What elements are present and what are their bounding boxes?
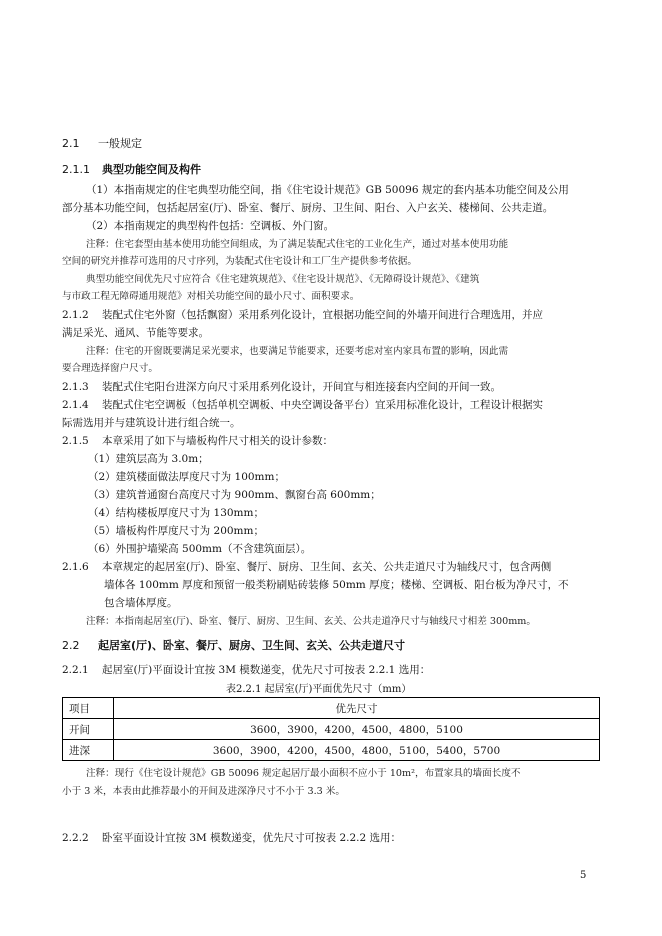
list-item: （3）建筑普通窗台高度尺寸为 900mm、飘窗台高 600mm； (88, 489, 381, 501)
clause-2-1-5: 2.1.5 本章采用了如下与墙板构件尺寸相关的设计参数： (62, 435, 333, 447)
section-heading-2-2: 2.2 起居室(厅)、卧室、餐厅、厨房、卫生间、玄关、公共走道尺寸 (62, 639, 406, 652)
paragraph-line: （2）本指南规定的典型构件包括：空调板、外门窗。 (86, 220, 335, 232)
list-item: （6）外围护墙梁高 500mm（不含建筑面层）。 (88, 543, 312, 555)
table-cell: 3600，3900，4200，4500，4800，5100 (114, 719, 600, 740)
clause-2-2-2: 2.2.2 卧室平面设计宜按 3M 模数递变，优先尺寸可按表 2.2.2 选用： (62, 832, 401, 844)
list-item: （4）结构楼板厚度尺寸为 130mm； (88, 507, 264, 519)
table-row (63, 719, 600, 740)
note-line: 要合理选择窗户尺寸。 (62, 363, 158, 374)
note-line: 注释：本指南起居室(厅)、卧室、餐厅、厨房、卫生间、玄关、公共走道净尺寸与轴线尺寸相差 300mm。 (86, 616, 536, 627)
note-line: 典型功能空间优先尺寸应符合《住宅建筑规范》、《住宅设计规范》、《无障碍设计规范》、《建筑 (86, 274, 480, 285)
clause-2-2-1: 2.2.1 起居室(厅)平面设计宜按 3M 模数递变，优先尺寸可按表 2.2.1 选用： (62, 664, 431, 676)
section-heading-2-1: 2.1 一般规定 (62, 137, 142, 150)
paragraph-line: 部分基本功能空间，包括起居室(厅)、卧室、餐厅、厨房、卫生间、阳台、入户玄关、楼梯间、公共走道。 (62, 202, 554, 214)
table-caption: 表2.2.1 起居室(厅)平面优先尺寸（mm） (226, 684, 412, 695)
table-cell: 开间 (63, 719, 114, 740)
table-cell: 进深 (63, 740, 114, 761)
clause-2-1-2: 2.1.2 装配式住宅外窗（包括飘窗）采用系列化设计，宜根据功能空间的外墙开间进行合理选用，并应 (62, 309, 543, 321)
paragraph-line: 墙体各 100mm 厚度和预留一般类粉刷贴砖装修 50mm 厚度；楼梯、空调板、阳台板为净尺寸，不 (104, 579, 569, 591)
table-row (63, 698, 600, 719)
size-table (62, 697, 600, 761)
paragraph-line: （1）本指南规定的住宅典型功能空间，指《住宅设计规范》GB 50096 规定的套内基本功能空间及公用 (86, 184, 569, 196)
paragraph-line: 满足采光、通风、节能等要求。 (62, 327, 209, 339)
subsection-heading-2-1-1: 2.1.1 典型功能空间及构件 (62, 163, 201, 176)
note-line: 注释：住宅的开窗既要满足采光要求，也要满足节能要求，还要考虑对室内家具布置的影响，因此需 (86, 346, 509, 357)
table-header-cell: 项目 (63, 698, 114, 719)
paragraph-line: 包含墙体厚度。 (104, 597, 178, 609)
paragraph-line: 际需选用并与建筑设计进行组合统一。 (62, 417, 241, 429)
clause-2-1-6: 2.1.6 本章规定的起居室(厅)、卧室、餐厅、厨房、卫生间、玄关、公共走道尺寸为轴线尺寸，包含两侧 (62, 561, 552, 573)
note-line: 空间的研究并推荐可选用的尺寸序列，为装配式住宅设计和工厂生产提供参考依据。 (62, 256, 417, 267)
list-item: （5）墙板构件厚度尺寸为 200mm； (88, 525, 264, 537)
clause-2-1-4: 2.1.4 装配式住宅空调板（包括单机空调板、中央空调设备平台）宜采用标准化设计，工程设计根据实 (62, 399, 543, 411)
list-item: （1）建筑层高为 3.0m； (88, 453, 209, 465)
note-line: 注释：住宅套型由基本使用功能空间组成，为了满足装配式住宅的工业化生产，通过对基本使用功能 (86, 239, 509, 250)
clause-2-1-3: 2.1.3 装配式住宅阳台进深方向尺寸采用系列化设计，开间宜与相连接套内空间的开间一致。 (62, 381, 501, 393)
table-header-cell: 优先尺寸 (114, 698, 600, 719)
table-row (63, 740, 600, 761)
note-line: 与市政工程无障碍通用规范》对相关功能空间的最小尺寸、面积要求。 (62, 291, 360, 302)
page-number: 5 (580, 870, 587, 881)
note-line: 注释：现行《住宅设计规范》GB 50096 规定起居厅最小面积不应小于 10m²，布置家具的墙面长度不 (86, 768, 521, 779)
table-cell: 3600，3900，4200，4500，4800，5100，5400，5700 (114, 740, 600, 761)
list-item: （2）建筑楼面做法厚度尺寸为 100mm； (88, 471, 285, 483)
note-line: 小于 3 米，本表由此推荐最小的开间及进深净尺寸不小于 3.3 米。 (62, 786, 345, 797)
